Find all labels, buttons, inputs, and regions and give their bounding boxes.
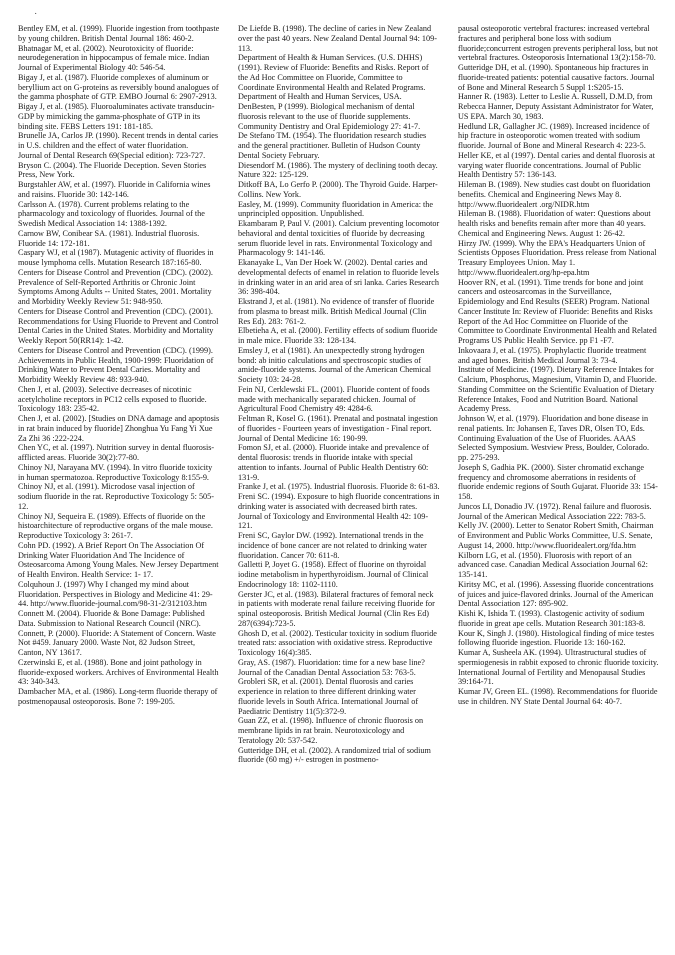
reference-entry: Elbetieha A, et al. (2000). Fertility effects of sodium fluoride in male mice. Fluoride 33: 128-134. [238, 326, 438, 345]
reference-column-1 [18, 24, 220, 949]
reference-entry: Brunelle JA, Carlos JP. (1990). Recent trends in dental caries in U.S. children and the effect of water fluoridation. [18, 131, 219, 150]
reference-entry: Feltman R, Kosel G. (1961). Prenatal and postnatal ingestion of fluorides - Fourteen years of investigation - Final report. Journal of Dental Medicine 16: 190-99. [238, 414, 438, 443]
reference-entry: Centers for Disease Control and Prevention (CDC). (1999). Achievements in Public Health, 1900-1999: Fluoridation of Drinking Water to Prevent Dental Caries. Mortality and Morbidity Weekly Review 48: 933-940. [18, 345, 214, 384]
reference-entry: Centers for Disease Control and Prevention (CDC). (2002). Prevalence of Self-Reported Arthritis or Chronic Joint Symptoms Among Adults -- United States, 2001. Mortality and Morbidity Weekly Review 51: 948-950. [18, 267, 213, 306]
reference-entry: Kishi K, Ishida T. (1993). Clastogenic activity of sodium fluoride in great ape cells. Mutation Research 301:183-8. [458, 609, 646, 628]
reference-entry: Connett M. (2004). Fluoride & Bone Damage: Published Data. Submission to National Research Council (NRC). [18, 609, 205, 628]
reference-entry: Gutteridge DH, et al. (2002). A randomized trial of sodium fluoride (60 mg) +/- estrogen in postmeno- [238, 745, 431, 765]
reference-entry: Burgstahler AW, et al. (1997). Fluoride in California wines and raisins. Fluoride 30: 142-146. [18, 180, 211, 199]
reference-entry: Kilborn LG, et al. (1950). Fluorosis with report of an advanced case. Canadian Medical Association Journal 62: 135-141. [458, 550, 648, 579]
reference-entry: Bentley EM, et al. (1999). Fluoride ingestion from toothpaste by young children. British Dental Journal 186: 460-2. [18, 24, 220, 43]
reference-entry: Ghosh D, et al. (2002). Testicular toxicity in sodium fluoride treated rats: association with oxidative stress. Reproductive Toxicology 16(4):385. [238, 628, 437, 657]
reference-entry: Hanner R. (1983). Letter to Leslie A. Russell, D.M.D, from Rebecca Hanner, Deputy Assistant Administrator for Water, US EPA. March 30, 1983. [458, 92, 654, 121]
reference-entry: Emsley J, et al (1981). An unexpectedly strong hydrogen bond: ab initio calculations and spectroscopic studies of amide-fluoride systems. Journal of the American Chemical Society 103: 24-28. [238, 345, 432, 384]
reference-entry: Kumar A, Susheela AK. (1994). Ultrastructural studies of spermiogenesis in rabbit exposed to chronic fluoride toxicity. International Journal of Fertility and Menopausal Studies 39:164-71. [458, 648, 659, 687]
reference-entry: Johnson W, et al. (1979). Fluoridation and bone disease in renal patients. In: Johansen E, Taves DR, Olsen TO, Eds. Continuing Evaluation of the Use of Fluorides. AAAS Selected Symposium. Westview Press, Boulder, Colorado. pp. 275-293. [458, 414, 650, 462]
reference-entry: Hirzy JW. (1999). Why the EPA's Headquarters Union of Scientists Opposes Fluoridation. Press release from National Treasury Employees Union. May 1. http://www.fluoridealert.org/hp-epa.htm [458, 238, 657, 277]
reference-entry: Easley, M. (1999). Community fluoridation in America: the unprincipled opposition. Unpublished. [238, 199, 434, 219]
reference-entry: Bigay J, et al. (1985). Fluoroaluminates activate transducin-GDP by mimicking the gamma-phosphate of GTP in its binding site. FEBS Letters 191: 181-185. [18, 102, 215, 131]
reference-entry: Gray, AS. (1987). Fluoridation: time for a new base line? Journal of the Canadian Dental Association 53: 763-5. [238, 657, 425, 677]
reference-entry: Institute of Medicine. (1997). Dietary Reference Intakes for Calcium, Phosphorus, Magnesium, Vitamin D, and Fluoride. Standing Committee on the Scientific Evaluation of Dietary Reference Intakes, Food and Nutrition Board. National Academy Press. [458, 365, 657, 414]
reference-column-2 [238, 24, 440, 949]
reference-entry: Kumar JV, Green EL. (1998). Recommendations for fluoride use in children. NY State Dental Journal 64: 40-7. [458, 687, 658, 706]
reference-entry: Chen YC, et al. (1997). Nutrition survey in dental fluorosis-afflicted areas. Fluoride 30(2):77-80. [18, 443, 215, 462]
reference-entry: Centers for Disease Control and Prevention (CDC). (2001). Recommendations for Using Fluoride to Prevent and Control Dental Caries in the United States. Morbidity and Mortality Weekly Report 50(RR14): 1-42. [18, 306, 219, 345]
reference-entry: De Stefano TM. (1954). The fluoridation research studies and the general practitioner. Bulletin of Hudson County Dental Society February. [238, 131, 427, 160]
reference-column-3 [458, 24, 660, 949]
reference-entry: Freni SC. (1994). Exposure to high fluoride concentrations in drinking water is associated with decreased birth rates. Journal of Toxicology and Environmental Health 42: 109-121. [238, 492, 440, 531]
reference-entry: Chen J, et al. (2002). [Studies on DNA damage and apoptosis in rat brain induced by fluoride] Zhonghua Yu Fang Yi Xue Za Zhi 36 :222-224. [18, 414, 220, 443]
page-mark: ˙ [34, 12, 38, 23]
reference-entry: Freni SC, Gaylor DW. (1992). International trends in the incidence of bone cancer are not related to drinking water fluoridation. Cancer 70: 611-8. [238, 531, 427, 560]
reference-entry: Joseph S, Gadhia PK. (2000). Sister chromatid exchange frequency and chromosome aberrations in residents of fluoride endemic regions of South Gujarat. Fluoride 33: 154-158. [458, 462, 658, 501]
reference-entry: Ekambaram P, Paul V. (2001). Calcium preventing locomotor behavioral and dental toxicities of fluoride by decreasing serum fluoride level in rats. Environmental Toxicology and Pharmacology 9: 141-146. [238, 219, 440, 258]
reference-entry: Hileman B. (1988). Fluoridation of water: Questions about health risks and benefits remain after more than 40 years. Chemical and Engineering News. August 1: 26-42. [458, 209, 651, 238]
reference-entry: Dambacher MA, et al. (1986). Long-term fluoride therapy of postmenopausal osteoporosis. Bone 7: 199-205. [18, 687, 218, 706]
reference-entry: Galletti P, Joyet G. (1958). Effect of fluorine on thyroidal iodine metabolism in hyperthyroidism. Journal of Clinical Endocrinology 18: 1102-1110. [238, 560, 429, 589]
reference-entry: Carnow BW, Conibear SA. (1981). Industrial fluorosis. Fluoride 14: 172-181. [18, 228, 200, 248]
reference-entry: Guan ZZ, et al. (1998). Influence of chronic fluorosis on membrane lipids in rat brain. Neurotoxicology and Teratology 20: 537-542. [238, 716, 424, 745]
reference-entry: Hedlund LR, Gallagher JC. (1989). Increased incidence of hip fracture in osteoporotic women treated with sodium fluoride. Journal of Bone and Mineral Research 4: 223-5. [458, 121, 650, 150]
reference-entry: Ekanayake L, Van Der Hoek W. (2002). Dental caries and developmental defects of enamel in relation to fluoride levels in drinking water in an arid area of sri lanka. Caries Research 36: 398-404. [238, 258, 439, 297]
reference-entry: DenBesten, P (1999). Biological mechanism of dental fluorosis relevant to the use of fluoride supplements. Community Dentistry and Oral Epidemiology 27: 41-7. [238, 102, 421, 131]
reference-entry: Caspary WJ, et al (1987). Mutagenic activity of fluorides in mouse lymphoma cells. Mutation Research 187:165-80. [18, 248, 214, 267]
reference-entry: De Liefde B. (1998). The decline of caries in New Zealand over the past 40 years. New Zealand Dental Journal 94: 109-113. [238, 24, 437, 53]
reference-entry: pausal osteoporotic vertebral fractures: increased vertebral fractures and peripheral bone loss with sodium fluoride;concurrent estrogen prevents peripheral loss, but not vertebral fractures. Osteoporosis International 13(2):158-70. [458, 24, 658, 63]
reference-entry: Heller KE, et al (1997). Dental caries and dental fluorosis at varying water fluoride concentrations. Journal of Public Health Dentistry 57: 136-143. [458, 150, 655, 180]
reference-entry: Chinoy NJ, et al. (1991). Microdose vasal injection of sodium fluoride in the rat. Reproductive Toxicology 5: 505-12. [18, 482, 214, 511]
reference-entry: Bigay J, et al. (1987). Fluoride complexes of aluminum or beryllium act on G-proteins as reversibly bound analogues of the gamma phosphate of GTP. EMBO Journal 6: 2907-2913. [18, 72, 219, 102]
reference-entry: Cohn PD. (1992). A Brief Report On The Association Of Drinking Water Fluoridation And The Incidence of Osteosarcoma Among Young Males. New Jersey Department of Health Environ. Health Service: 1- 17. [18, 540, 219, 579]
reference-entry: Ditkoff BA, Lo Gerfo P. (2000). The Thyroid Guide. Harper-Collins. New York. [238, 180, 438, 199]
reference-entry: Kiritsy MC, et al. (1996). Assessing fluoride concentrations of juices and juice-flavored drinks. Journal of the American Dental Association 127: 895-902. [458, 579, 654, 609]
reference-entry: Kour K, Singh J. (1980). Histological finding of mice testes following fluoride ingestion. Fluoride 13: 160-162. [458, 628, 655, 648]
reference-entry: Fomon SJ, et al. (2000). Fluoride intake and prevalence of dental fluorosis: trends in fluoride intake with special attention to infants. Journal of Public Health Dentistry 60: 131-9. [238, 443, 429, 482]
reference-entry: Ekstrand J, et al. (1981). No evidence of transfer of fluoride from plasma to breast milk. British Medical Journal (Clin Res Ed). 283: 761-2. [238, 297, 435, 326]
reference-entry: Chinoy NJ, Sequeira E. (1989). Effects of fluoride on the histoarchitecture of reproductive organs of the male mouse. Reproductive Toxicology 3: 261-7. [18, 511, 213, 540]
reference-entry: Juncos LI, Donadio JV. (1972). Renal failure and fluorosis. Journal of the American Medical Association 222: 783-5. [458, 501, 652, 521]
reference-entry: Hileman B. (1989). New studies cast doubt on fluoridation benefits. Chemical and Engineering News May 8. http://www.fluoridealert .org/NIDR.htm [458, 180, 651, 209]
reference-entry: Diesendorf M. (1986). The mystery of declining tooth decay. Nature 322: 125-129. [238, 160, 438, 180]
reference-entry: Journal of Dental Research 69(Special edition): 723-727. [18, 150, 206, 160]
reference-entry: Chinoy NJ, Narayana MV. (1994). In vitro fluoride toxicity in human spermatozoa. Reproductive Toxicology 8:155-9. [18, 462, 213, 482]
reference-entry: Department of Health & Human Services. (U.S. DHHS) (1991). Review of Fluoride: Benefits and Risks. Report of the Ad Hoc Committee on Fluoride, Committee to Coordinate Environmental Health and Related Programs. Department of Health and Human Services, USA. [238, 53, 429, 102]
reference-entry: Franke J, et al. (1975). Industrial fluorosis. Fluoride 8: 61-83. [238, 482, 440, 492]
reference-entry: Grobleri SR, et al. (2001). Dental fluorosis and caries experience in relation to three different drinking water fluoride levels in South Africa. International Journal of Paediatric Dentistry 11(5):372-9. [238, 677, 419, 716]
reference-entry: Gutteridge DH, et al. (1990). Spontaneous hip fractures in fluoride-treated patients: potential causative factors. Journal of Bone and Mineral Research 5 Suppl 1:S205-15. [458, 63, 655, 92]
reference-entry: Bhatnagar M, et al. (2002). Neurotoxicity of fluoride: neurodegeneration in hippocampus of female mice. Indian Journal of Experimental Biology 40: 546-54. [18, 43, 210, 72]
reference-entry: Hoover RN, et al. (1991). Time trends for bone and joint cancers and osteosarcomas in the Surveillance, Epidemiology and End Results (SEER) Program. National Cancer Institute In: Review of Fluoride: Benefits and Risks Report of the Ad Hoc Committee on Fluoride of the Committee to Coordinate Environmental Health and Related Programs US Public Health Service. pp F1 -F7. [458, 277, 657, 345]
reference-entry: Colquhoun J. (1997) Why I changed my mind about Fluoridation. Perspectives in Biology and Medicine 41: 29-44. http://www.fluoride-journal.com/98-31-2/312103.htm [18, 579, 213, 609]
reference-entry: Gerster JC, et al. (1983). Bilateral fractures of femoral neck in patients with moderate renal failure receiving fluoride for spinal osteoporosis. British Medical Journal (Clin Res Ed) 287(6394):723-5. [238, 589, 435, 628]
reference-entry: Inkovaara J, et al. (1975). Prophylactic fluoride treatment and aged bones. British Medical Journal 3: 73-4. [458, 345, 647, 365]
reference-entry: Bryson C. (2004). The Fluoride Deception. Seven Stories Press, New York. [18, 160, 207, 180]
reference-entry: Carlsson A. (1978). Current problems relating to the pharmacology and toxicology of fluorides. Journal of the Swedish Medical Association 14: 1388-1392. [18, 199, 205, 228]
reference-entry: Czerwinski E, et al. (1988). Bone and joint pathology in fluoride-exposed workers. Archives of Environmental Health 43: 340-343. [18, 657, 219, 687]
reference-entry: Connett, P. (2000). Fluoride: A Statement of Concern. Waste Not #459. January 2000. Waste Not, 82 Judson Street, Canton, NY 13617. [18, 628, 216, 657]
reference-entry: Chen J, et al. (2003). Selective decreases of nicotinic acetylcholine receptors in PC12 cells exposed to fluoride. Toxicology 183: 235-42. [18, 384, 207, 414]
reference-entry: Fein NJ, Cerklewski FL. (2001). Fluoride content of foods made with mechanically separated chicken. Journal of Agricultural Food Chemistry 49: 4284-6. [238, 384, 430, 414]
reference-entry: Kelly JV. (2000). Letter to Senator Robert Smith, Chairman of Environment and Public Works Committee, U.S. Senate, August 14, 2000. http://www.fluoridealert.org/fda.htm [458, 521, 654, 550]
